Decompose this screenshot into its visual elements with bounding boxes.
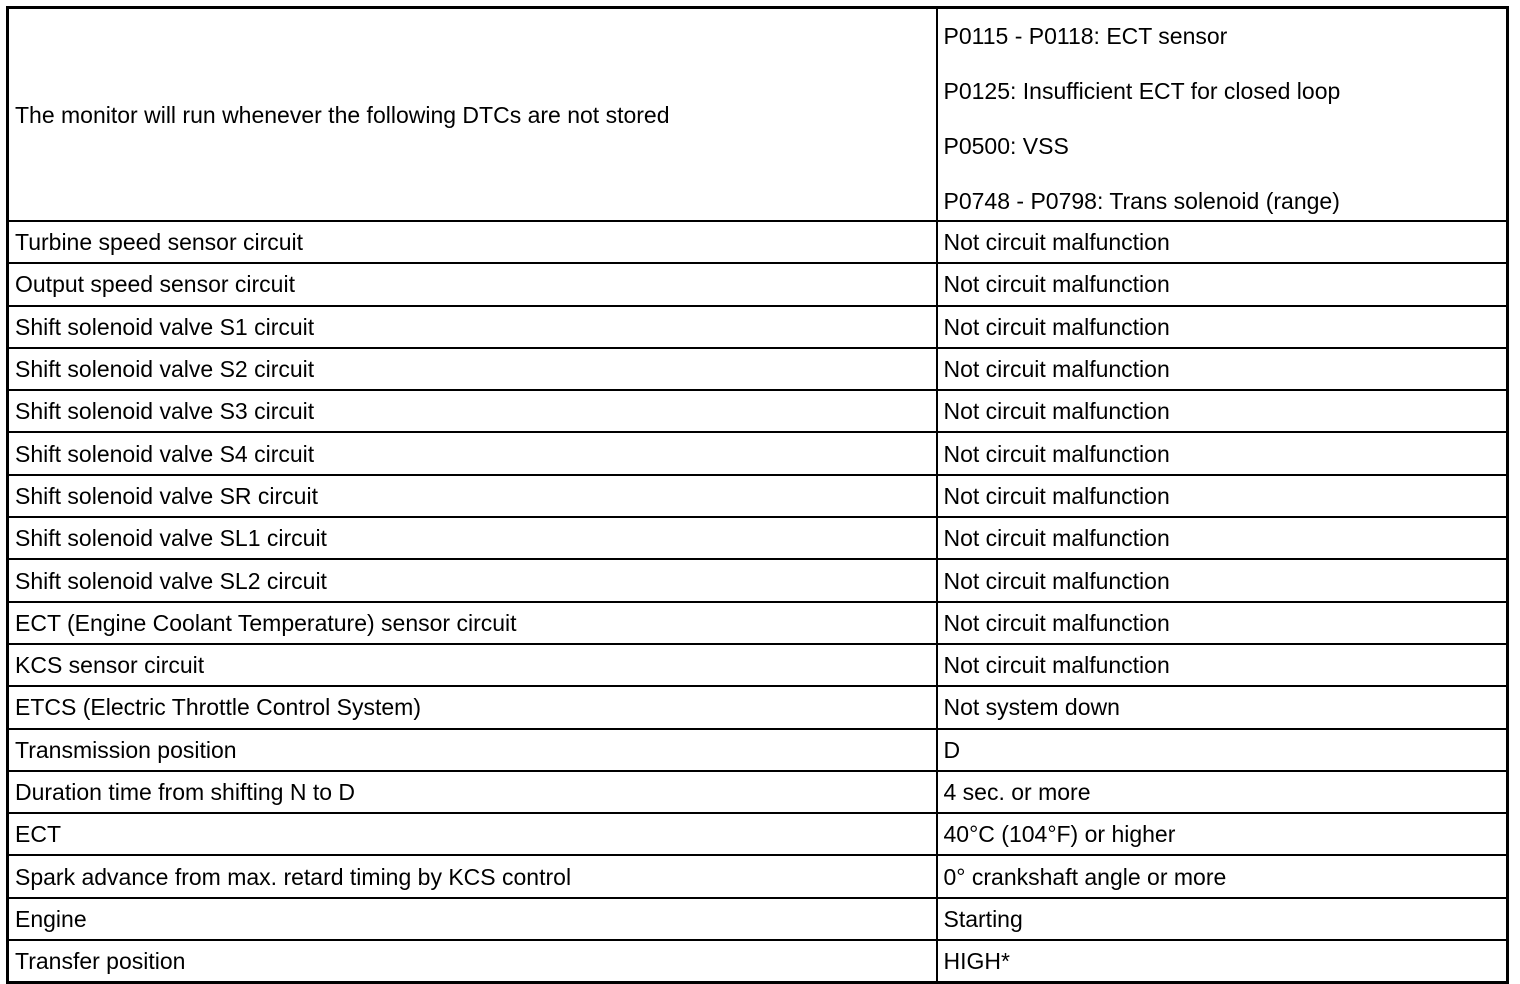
condition-value-cell: 4 sec. or more <box>937 771 1508 813</box>
table-row <box>8 729 1508 771</box>
condition-item-cell: Transfer position <box>8 940 937 982</box>
table-row <box>8 644 1508 686</box>
condition-value-cell: Not circuit malfunction <box>937 390 1508 432</box>
table-row <box>8 348 1508 390</box>
table-row <box>8 898 1508 940</box>
condition-item-cell: Duration time from shifting N to D <box>8 771 937 813</box>
table-row <box>8 263 1508 305</box>
condition-item-cell: Transmission position <box>8 729 937 771</box>
condition-item-cell: Shift solenoid valve SL2 circuit <box>8 559 937 601</box>
condition-value-cell: Not circuit malfunction <box>937 559 1508 601</box>
table-row <box>8 390 1508 432</box>
condition-item-cell: The monitor will run whenever the following DTCs are not stored <box>8 8 937 222</box>
condition-item-cell: Shift solenoid valve SL1 circuit <box>8 517 937 559</box>
condition-item-cell: Engine <box>8 898 937 940</box>
list-item: P0125: Insufficient ECT for closed loop <box>943 78 1341 104</box>
condition-item-cell: Shift solenoid valve S2 circuit <box>8 348 937 390</box>
table-row <box>8 432 1508 474</box>
condition-item-cell: Turbine speed sensor circuit <box>8 221 937 263</box>
condition-value-cell: HIGH* <box>937 940 1508 982</box>
condition-item-cell: Shift solenoid valve S1 circuit <box>8 306 937 348</box>
condition-item-cell: Output speed sensor circuit <box>8 263 937 305</box>
condition-value-cell: Not circuit malfunction <box>937 306 1508 348</box>
condition-value-cell: D <box>937 729 1508 771</box>
list-item: P0500: VSS <box>943 133 1069 159</box>
dtc-list <box>944 15 1501 220</box>
condition-value-cell: Not circuit malfunction <box>937 517 1508 559</box>
condition-value-cell: Not circuit malfunction <box>937 221 1508 263</box>
monitor-conditions-table <box>6 6 1509 984</box>
condition-item-cell: Spark advance from max. retard timing by KCS control <box>8 855 937 897</box>
table-row <box>8 221 1508 263</box>
table-row <box>8 771 1508 813</box>
condition-item-cell: Shift solenoid valve S4 circuit <box>8 432 937 474</box>
dtc-list-cell <box>937 8 1508 222</box>
condition-value-cell: 40°C (104°F) or higher <box>937 813 1508 855</box>
condition-item-cell: KCS sensor circuit <box>8 644 937 686</box>
table-row <box>8 475 1508 517</box>
table-row <box>8 813 1508 855</box>
table-row <box>8 8 1508 222</box>
table-row <box>8 559 1508 601</box>
condition-value-cell: Not circuit malfunction <box>937 348 1508 390</box>
condition-item-cell: Shift solenoid valve SR circuit <box>8 475 937 517</box>
list-item: P0115 - P0118: ECT sensor <box>943 23 1228 49</box>
condition-value-cell: Not circuit malfunction <box>937 644 1508 686</box>
condition-value-cell: Not circuit malfunction <box>937 475 1508 517</box>
table-row <box>8 686 1508 728</box>
condition-value-cell: Starting <box>937 898 1508 940</box>
condition-value-cell: Not circuit malfunction <box>937 602 1508 644</box>
table-row <box>8 602 1508 644</box>
list-item: P0748 - P0798: Trans solenoid (range) <box>943 188 1340 214</box>
condition-value-cell: 0° crankshaft angle or more <box>937 855 1508 897</box>
condition-value-cell: Not circuit malfunction <box>937 432 1508 474</box>
table-row <box>8 306 1508 348</box>
table-row <box>8 855 1508 897</box>
condition-item-cell: ECT <box>8 813 937 855</box>
table-row <box>8 517 1508 559</box>
condition-value-cell: Not circuit malfunction <box>937 263 1508 305</box>
condition-item-cell: ETCS (Electric Throttle Control System) <box>8 686 937 728</box>
condition-item-cell: ECT (Engine Coolant Temperature) sensor circuit <box>8 602 937 644</box>
table-row <box>8 940 1508 982</box>
condition-value-cell: Not system down <box>937 686 1508 728</box>
condition-item-cell: Shift solenoid valve S3 circuit <box>8 390 937 432</box>
